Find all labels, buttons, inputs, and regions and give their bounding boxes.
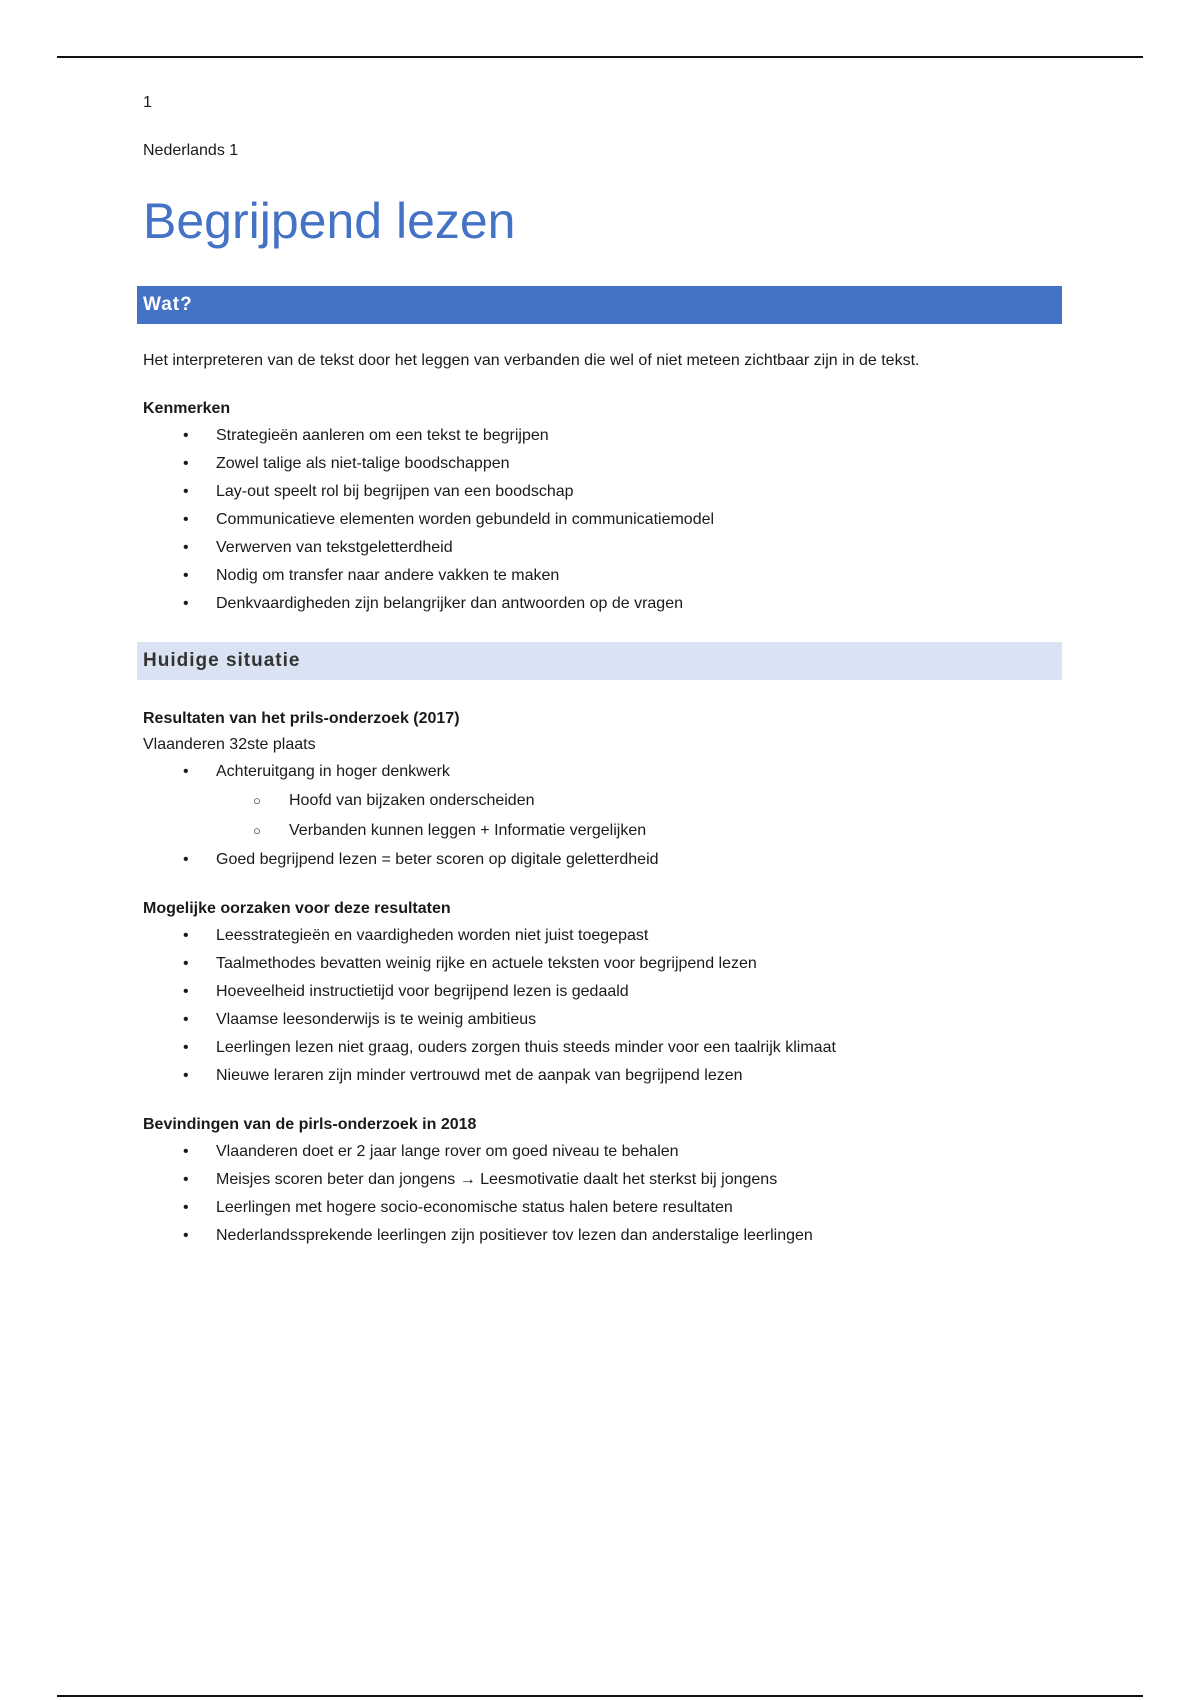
course-name: Nederlands 1: [143, 142, 239, 159]
resultaten-title: Resultaten van het prils-onderzoek (2017): [143, 710, 460, 727]
list-item: [143, 422, 1063, 450]
bullet-icon: •: [183, 1039, 189, 1056]
bevindingen-title: Bevindingen van de pirls-onderzoek in 2018: [143, 1116, 477, 1133]
list-item: [143, 534, 1063, 562]
list-item: [143, 758, 1063, 786]
circle-bullet-icon: ○: [253, 823, 261, 838]
kenmerken-title: Kenmerken: [143, 400, 231, 417]
list-item: [143, 562, 1063, 590]
bullet-icon: •: [183, 539, 189, 556]
list-item: [143, 1006, 1063, 1034]
section-heading-wat: Wat?: [137, 286, 1062, 324]
list-item: [143, 478, 1063, 506]
list-item-text: Nederlandssprekende leerlingen zijn positiever tov lezen dan anderstalige leerlingen: [216, 1227, 813, 1244]
list-item: [143, 1194, 1063, 1222]
list-item-text: Lay-out speelt rol bij begrijpen van een boodschap: [216, 483, 574, 500]
list-item-text: Vlaamse leesonderwijs is te weinig ambitieus: [216, 1011, 537, 1028]
oorzaken-list: [143, 922, 1063, 1090]
list-item-text: Meisjes scoren beter dan jongens → Leesmotivatie daalt het sterkst bij jongens: [216, 1171, 778, 1188]
list-item: [143, 1034, 1063, 1062]
list-item: [143, 846, 1063, 874]
page-bottom-rule: [57, 1695, 1143, 1697]
list-item: [143, 590, 1063, 618]
circle-bullet-icon: ○: [253, 793, 261, 808]
list-item: [143, 1222, 1063, 1250]
list-item-text: Nieuwe leraren zijn minder vertrouwd met de aanpak van begrijpend lezen: [216, 1067, 743, 1084]
bevindingen-list: [143, 1138, 1063, 1250]
list-item-text: Leerlingen met hogere socio-economische status halen betere resultaten: [216, 1199, 733, 1216]
list-item-text: Achteruitgang in hoger denkwerk: [216, 763, 450, 780]
list-item-text: Vlaanderen doet er 2 jaar lange rover om goed niveau te behalen: [216, 1143, 679, 1160]
list-item: [143, 450, 1063, 478]
list-item-text: Denkvaardigheden zijn belangrijker dan antwoorden op de vragen: [216, 595, 683, 612]
list-item: [143, 978, 1063, 1006]
bullet-icon: •: [183, 1011, 189, 1028]
sub-list-item-text: Hoofd van bijzaken onderscheiden: [289, 792, 535, 809]
resultaten-line: Vlaanderen 32ste plaats: [143, 736, 316, 753]
bullet-icon: •: [183, 763, 189, 780]
list-item-text: Hoeveelheid instructietijd voor begrijpend lezen is gedaald: [216, 983, 629, 1000]
document-body: [143, 90, 1063, 1250]
bullet-icon: •: [183, 567, 189, 584]
list-item-text: Goed begrijpend lezen = beter scoren op digitale geletterdheid: [216, 851, 659, 868]
sub-list-item-text: Verbanden kunnen leggen + Informatie vergelijken: [289, 822, 647, 839]
resultaten-sublist: [143, 786, 1063, 846]
bullet-icon: •: [183, 483, 189, 500]
list-item-text: Communicatieve elementen worden gebundeld in communicatiemodel: [216, 511, 715, 528]
bullet-icon: •: [183, 851, 189, 868]
list-item-text: Taalmethodes bevatten weinig rijke en actuele teksten voor begrijpend lezen: [216, 955, 757, 972]
list-item-text: Strategieën aanleren om een tekst te begrijpen: [216, 427, 549, 444]
list-item-text: Leesstrategieën en vaardigheden worden niet juist toegepast: [216, 927, 649, 944]
list-item: [143, 1138, 1063, 1166]
oorzaken-title: Mogelijke oorzaken voor deze resultaten: [143, 900, 451, 917]
list-item-text: Leerlingen lezen niet graag, ouders zorgen thuis steeds minder voor een taalrijk klimaat: [216, 1039, 836, 1056]
bullet-icon: •: [183, 595, 189, 612]
bullet-icon: •: [183, 455, 189, 472]
bullet-icon: •: [183, 1067, 189, 1084]
bullet-icon: •: [183, 1199, 189, 1216]
kenmerken-list: [143, 422, 1063, 618]
bullet-icon: •: [183, 511, 189, 528]
bullet-icon: •: [183, 427, 189, 444]
bullet-icon: •: [183, 983, 189, 1000]
list-item: [143, 950, 1063, 978]
bullet-icon: •: [183, 927, 189, 944]
intro-paragraph: Het interpreteren van de tekst door het leggen van verbanden die wel of niet meteen zichtbaar zijn in de tekst.: [143, 352, 920, 369]
list-item-text: Zowel talige als niet-talige boodschappen: [216, 455, 510, 472]
list-item: [143, 922, 1063, 950]
list-item: [143, 1062, 1063, 1090]
bullet-icon: •: [183, 1143, 189, 1160]
list-item: [143, 1166, 1063, 1194]
list-item-text: Nodig om transfer naar andere vakken te maken: [216, 567, 560, 584]
page-top-rule: [57, 56, 1143, 58]
resultaten-list-continued: [143, 846, 1063, 874]
sub-list-item: [143, 786, 1063, 816]
sub-list-item: [143, 816, 1063, 846]
bullet-icon: •: [183, 1227, 189, 1244]
section-heading-huidige-situatie: Huidige situatie: [137, 642, 1062, 680]
list-item: [143, 506, 1063, 534]
bullet-icon: •: [183, 1171, 189, 1188]
bullet-icon: •: [183, 955, 189, 972]
resultaten-list: [143, 758, 1063, 786]
list-item-text: Verwerven van tekstgeletterdheid: [216, 539, 453, 556]
page-number: 1: [143, 94, 152, 111]
document-title: Begrijpend lezen: [143, 193, 516, 249]
